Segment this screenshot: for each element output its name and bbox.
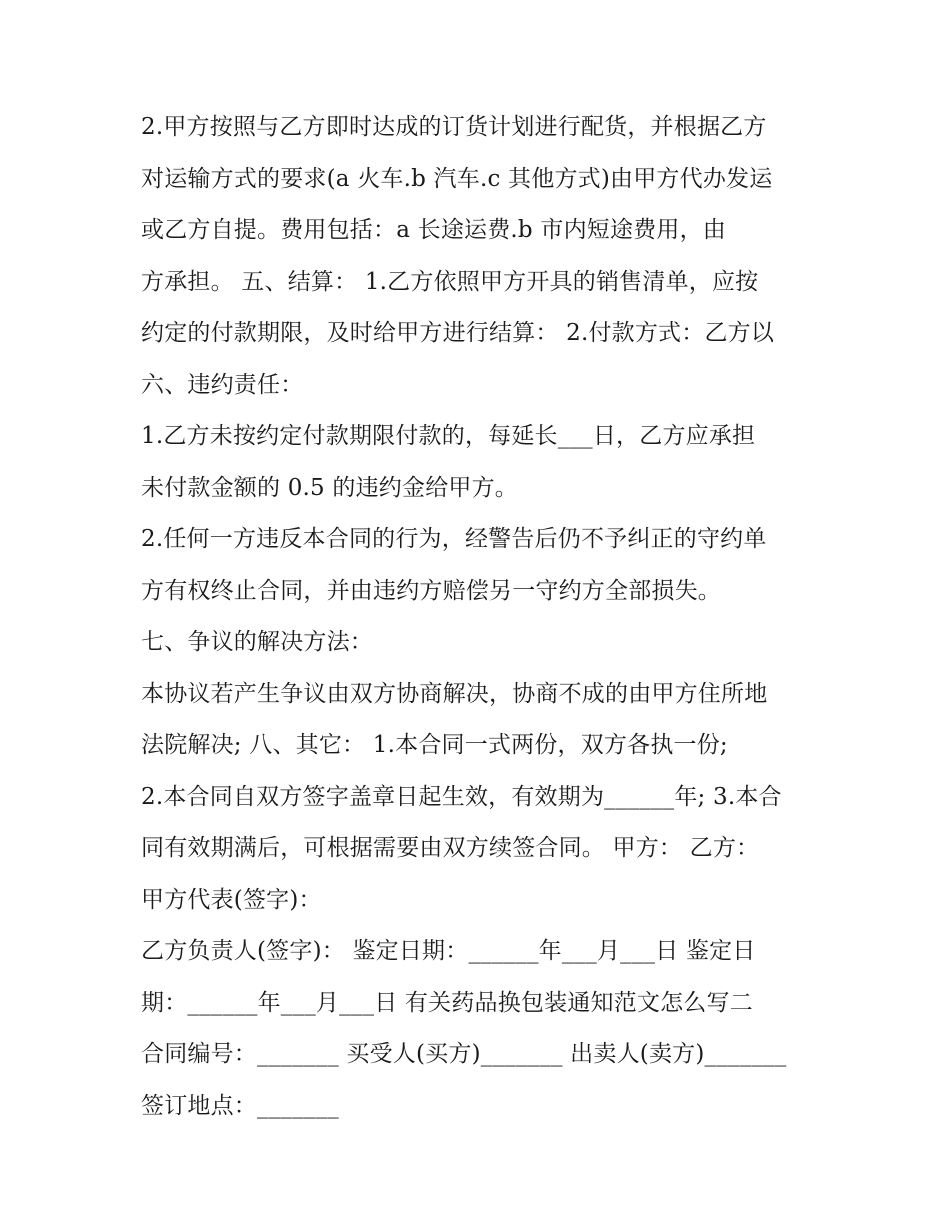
text-line: 期：______年___月___日 有关药品换包装通知范文怎么写二 bbox=[141, 989, 753, 1016]
text-line: 方承担。 五、结算： 1.乙方依照甲方开具的销售清单，应按 bbox=[141, 268, 759, 295]
section-heading: 七、争议的解决方法： bbox=[141, 629, 373, 655]
text-line: 法院解决; 八、其它： 1.本合同一式两份，双方各执一份; bbox=[141, 732, 728, 758]
text-line: 对运输方式的要求(a 火车.b 汽车.c 其他方式)由甲方代办发运 bbox=[141, 165, 773, 192]
text-line: 同有效期满后，可根据需要由双方续签合同。 甲方： 乙方： bbox=[141, 835, 760, 861]
contract-number-line: 合同编号：_______ 买受人(买方)_______ 出卖人(卖方)_______ bbox=[141, 1041, 787, 1067]
signature-label: 甲方代表(签字)： bbox=[141, 886, 322, 913]
signature-label: 乙方负责人(签字)： 鉴定日期：______年___月___日 鉴定日 bbox=[141, 938, 756, 964]
text-line: 本协议若产生争议由双方协商解决，协商不成的由甲方住所地 bbox=[141, 680, 768, 707]
text-line: 2.甲方按照与乙方即时达成的订货计划进行配货，并根据乙方 bbox=[141, 114, 767, 140]
text-line: 约定的付款期限，及时给甲方进行结算： 2.付款方式：乙方以 bbox=[141, 320, 775, 346]
text-line: 2.本合同自双方签字盖章日起生效，有效期为______年; 3.本合 bbox=[141, 783, 782, 810]
text-line: 方有权终止合同，并由违约方赔偿另一守约方全部损失。 bbox=[141, 577, 721, 604]
document-body bbox=[141, 102, 831, 1132]
section-heading: 六、违约责任： bbox=[141, 371, 304, 398]
text-line: 或乙方自提。费用包括：a 长途运费.b 市内短途费用，由 bbox=[141, 217, 726, 243]
text-line: 1.乙方未按约定付款期限付款的，每延长___日，乙方应承担 bbox=[141, 423, 756, 449]
text-line: 2.任何一方违反本合同的行为，经警告后仍不予纠正的守约单 bbox=[141, 526, 767, 552]
text-line: 未付款金额的 0.5 的违约金给甲方。 bbox=[141, 474, 518, 501]
signing-location-line: 签订地点：_______ bbox=[141, 1092, 339, 1119]
